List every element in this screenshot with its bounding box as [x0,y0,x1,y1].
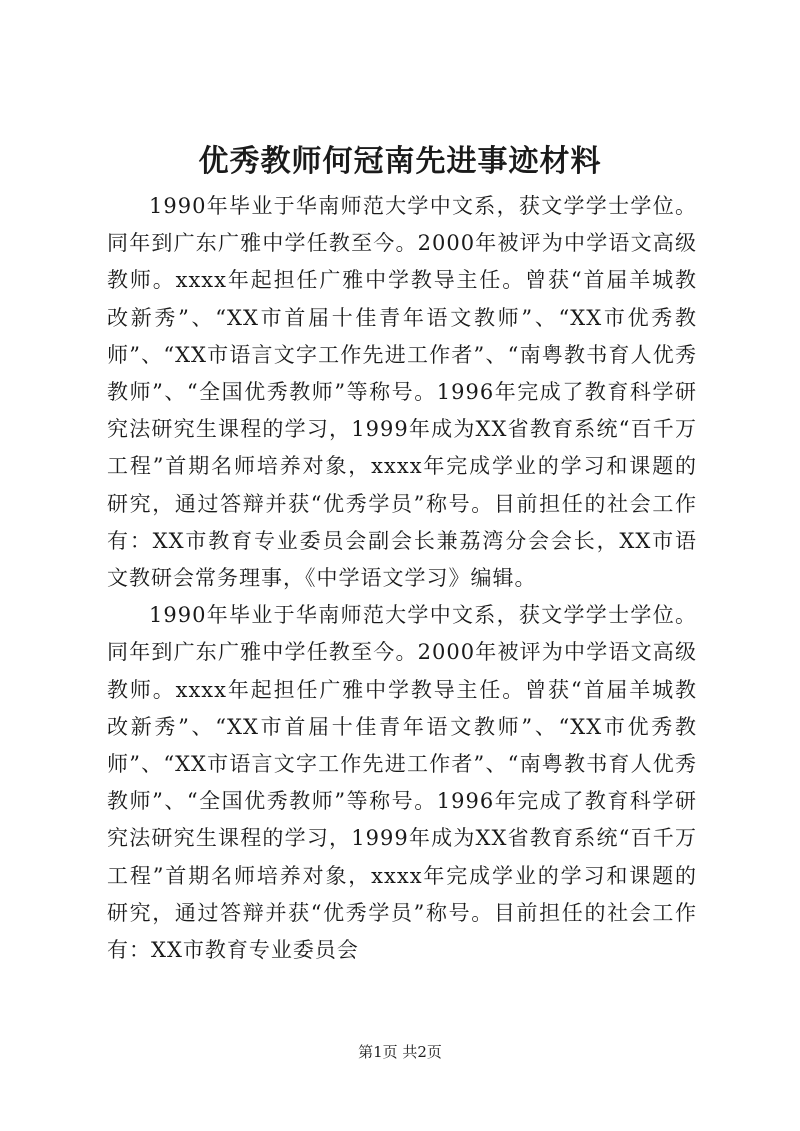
body-paragraph-2: 1990年毕业于华南师范大学中文系，获文学学士学位。同年到广东广雅中学任教至今。2000年被评为中学语文高级教师。xxxx年起担任广雅中学教导主任。曾获“首届羊城教改新秀”、“XX市首届十佳青年语文教师”、“XX市优秀教师”、“XX市语言文字工作先进工作者”、“南粤教书育人优秀教师”、“全国优秀教师”等称号。1996年完成了教育科学研究法研究生课程的学习，1999年成为XX省教育系统“百千万工程”首期名师培养对象，xxxx年完成学业的学习和课题的研究，通过答辩并获“优秀学员”称号。目前担任的社会工作有：XX市教育专业委员会 [107,603,697,963]
body-paragraph-1: 1990年毕业于华南师范大学中文系，获文学学士学位。同年到广东广雅中学任教至今。2000年被评为中学语文高级教师。xxxx年起担任广雅中学教导主任。曾获“首届羊城教改新秀”、“XX市首届十佳青年语文教师”、“XX市优秀教师”、“XX市语言文字工作先进工作者”、“南粤教书育人优秀教师”、“全国优秀教师”等称号。1996年完成了教育科学研究法研究生课程的学习，1999年成为XX省教育系统“百千万工程”首期名师培养对象，xxxx年完成学业的学习和课题的研究，通过答辩并获“优秀学员”称号。目前担任的社会工作有：XX市教育专业委员会副会长兼荔湾分会会长，XX市语文教研会常务理事，《中学语文学习》编辑。 [107,194,697,591]
page-number-footer: 第1页 共2页 [358,1043,442,1061]
document-body [107,188,697,969]
document-title: 优秀教师何冠南先进事迹材料 [198,144,602,179]
